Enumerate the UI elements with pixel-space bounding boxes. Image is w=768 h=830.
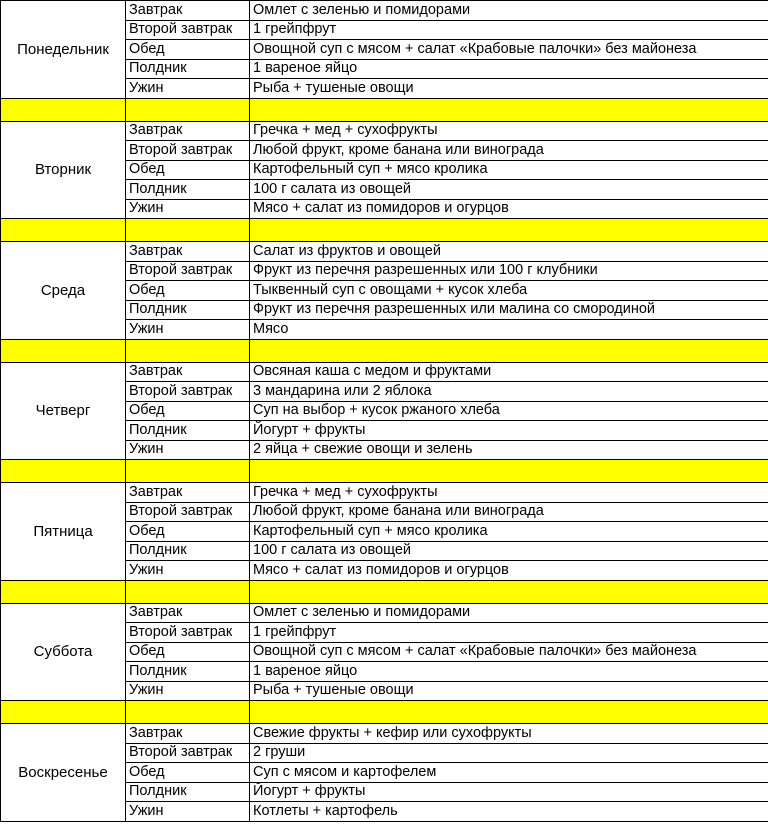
separator-row (1, 339, 768, 362)
meal-type-cell: Полдник (126, 59, 250, 79)
dish-cell: Суп с мясом и картофелем (250, 763, 768, 783)
dish-cell: Рыба + тушеные овощи (250, 681, 768, 701)
dish-cell: Фрукт из перечня разрешенных или 100 г клубники (250, 261, 768, 281)
meal-type-cell: Второй завтрак (126, 623, 250, 643)
meal-type-cell: Полдник (126, 421, 250, 441)
dish-cell: Йогурт + фрукты (250, 421, 768, 441)
meal-type-cell: Ужин (126, 440, 250, 460)
table-row (1, 1, 768, 21)
meal-type-cell: Второй завтрак (126, 261, 250, 281)
dish-cell: 1 вареное яйцо (250, 662, 768, 682)
meal-type-cell: Завтрак (126, 603, 250, 623)
day-name-cell: Суббота (1, 603, 126, 701)
dish-cell: Любой фрукт, кроме банана или винограда (250, 141, 768, 161)
meal-type-cell: Второй завтрак (126, 20, 250, 40)
meal-type-cell: Завтрак (126, 483, 250, 503)
meal-type-cell: Ужин (126, 79, 250, 99)
dish-cell: 100 г салата из овощей (250, 180, 768, 200)
separator-cell (126, 701, 250, 724)
separator-row (1, 580, 768, 603)
separator-cell (126, 219, 250, 242)
separator-cell (250, 219, 768, 242)
dish-cell: Омлет с зеленью и помидорами (250, 603, 768, 623)
table-row (1, 121, 768, 141)
separator-cell (250, 339, 768, 362)
dish-cell: Овсяная каша с медом и фруктами (250, 362, 768, 382)
dish-cell: 1 грейпфрут (250, 623, 768, 643)
day-name-cell: Воскресенье (1, 724, 126, 822)
table-row (1, 242, 768, 262)
table-row (1, 483, 768, 503)
meal-type-cell: Обед (126, 160, 250, 180)
meal-type-cell: Полдник (126, 782, 250, 802)
meal-type-cell: Ужин (126, 802, 250, 822)
meal-type-cell: Ужин (126, 320, 250, 340)
dish-cell: Гречка + мед + сухофрукты (250, 121, 768, 141)
separator-cell (126, 580, 250, 603)
separator-row (1, 219, 768, 242)
separator-cell (1, 580, 126, 603)
meal-type-cell: Обед (126, 642, 250, 662)
meal-type-cell: Полдник (126, 662, 250, 682)
dish-cell: Мясо + салат из помидоров и огурцов (250, 199, 768, 219)
meal-type-cell: Обед (126, 522, 250, 542)
dish-cell: Картофельный суп + мясо кролика (250, 522, 768, 542)
dish-cell: Омлет с зеленью и помидорами (250, 1, 768, 21)
table-row (1, 362, 768, 382)
dish-cell: Овощной суп с мясом + салат «Крабовые палочки» без майонеза (250, 40, 768, 60)
meal-type-cell: Второй завтрак (126, 743, 250, 763)
separator-cell (250, 701, 768, 724)
meal-type-cell: Обед (126, 401, 250, 421)
separator-cell (1, 98, 126, 121)
meal-plan-body (1, 1, 768, 822)
dish-cell: Котлеты + картофель (250, 802, 768, 822)
meal-type-cell: Завтрак (126, 724, 250, 744)
separator-cell (1, 219, 126, 242)
meal-type-cell: Второй завтрак (126, 141, 250, 161)
separator-cell (126, 339, 250, 362)
dish-cell: Суп на выбор + кусок ржаного хлеба (250, 401, 768, 421)
dish-cell: Любой фрукт, кроме банана или винограда (250, 502, 768, 522)
separator-cell (126, 460, 250, 483)
dish-cell: 1 вареное яйцо (250, 59, 768, 79)
meal-type-cell: Завтрак (126, 1, 250, 21)
meal-type-cell: Обед (126, 281, 250, 301)
dish-cell: 2 груши (250, 743, 768, 763)
day-name-cell: Среда (1, 242, 126, 340)
day-name-cell: Четверг (1, 362, 126, 460)
day-name-cell: Понедельник (1, 1, 126, 99)
meal-type-cell: Завтрак (126, 362, 250, 382)
dish-cell: Картофельный суп + мясо кролика (250, 160, 768, 180)
separator-row (1, 460, 768, 483)
meal-type-cell: Обед (126, 763, 250, 783)
day-name-cell: Вторник (1, 121, 126, 219)
dish-cell: Мясо (250, 320, 768, 340)
dish-cell: 2 яйца + свежие овощи и зелень (250, 440, 768, 460)
separator-cell (1, 701, 126, 724)
dish-cell: Тыквенный суп с овощами + кусок хлеба (250, 281, 768, 301)
separator-cell (126, 98, 250, 121)
dish-cell: Фрукт из перечня разрешенных или малина со смородиной (250, 300, 768, 320)
meal-type-cell: Ужин (126, 681, 250, 701)
dish-cell: Свежие фрукты + кефир или сухофрукты (250, 724, 768, 744)
meal-type-cell: Ужин (126, 561, 250, 581)
meal-type-cell: Второй завтрак (126, 382, 250, 402)
dish-cell: Йогурт + фрукты (250, 782, 768, 802)
meal-type-cell: Завтрак (126, 121, 250, 141)
dish-cell: Овощной суп с мясом + салат «Крабовые палочки» без майонеза (250, 642, 768, 662)
meal-type-cell: Завтрак (126, 242, 250, 262)
separator-row (1, 98, 768, 121)
dish-cell: Рыба + тушеные овощи (250, 79, 768, 99)
meal-type-cell: Полдник (126, 541, 250, 561)
dish-cell: Мясо + салат из помидоров и огурцов (250, 561, 768, 581)
dish-cell: Гречка + мед + сухофрукты (250, 483, 768, 503)
table-row (1, 724, 768, 744)
separator-cell (250, 98, 768, 121)
dish-cell: 3 мандарина или 2 яблока (250, 382, 768, 402)
dish-cell: 100 г салата из овощей (250, 541, 768, 561)
separator-cell (250, 460, 768, 483)
day-name-cell: Пятница (1, 483, 126, 581)
meal-type-cell: Второй завтрак (126, 502, 250, 522)
dish-cell: 1 грейпфрут (250, 20, 768, 40)
meal-type-cell: Ужин (126, 199, 250, 219)
separator-cell (1, 339, 126, 362)
meal-type-cell: Полдник (126, 300, 250, 320)
separator-row (1, 701, 768, 724)
meal-type-cell: Полдник (126, 180, 250, 200)
table-row (1, 603, 768, 623)
meal-type-cell: Обед (126, 40, 250, 60)
separator-cell (1, 460, 126, 483)
separator-cell (250, 580, 768, 603)
dish-cell: Салат из фруктов и овощей (250, 242, 768, 262)
